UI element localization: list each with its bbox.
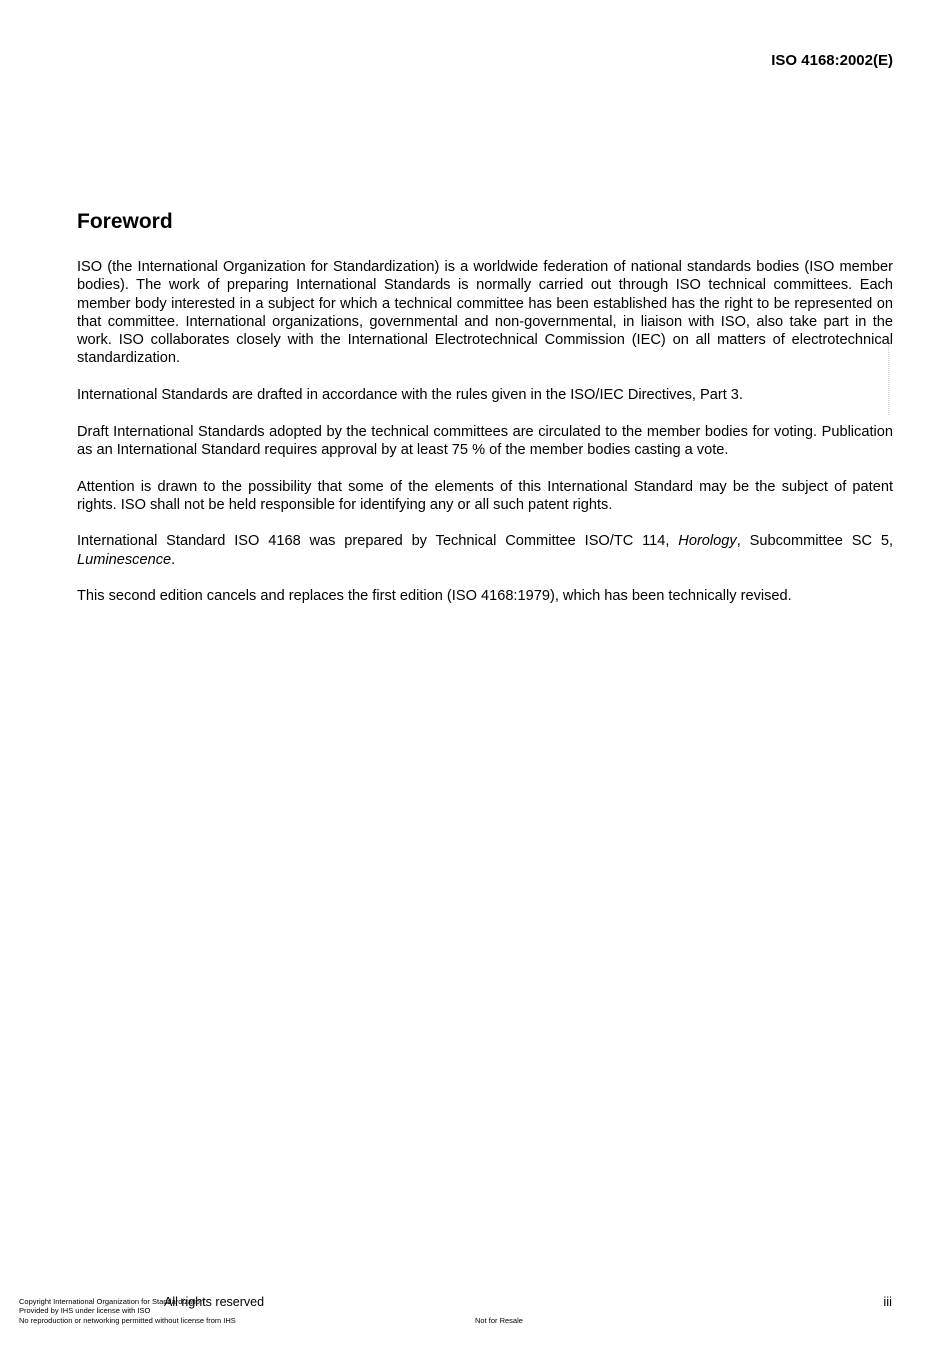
rights-reserved: All rights reserved	[164, 1295, 265, 1309]
copyright-line: Copyright International Organization for Standardization	[19, 1297, 205, 1306]
page-title: Foreword	[77, 210, 173, 233]
document-id: ISO 4168:2002(E)	[771, 52, 893, 69]
paragraph-5-part-2: , Subcommittee SC 5,	[736, 533, 894, 550]
copyright-line: No reproduction or networking permitted without license from IHS	[19, 1315, 236, 1325]
copyright-line: Provided by IHS under license with ISO	[19, 1306, 151, 1316]
paragraph-3: Draft International Standards adopted by the technical committees are circulated to the member bodies for voting. Publication as an International Standard requires approval by at least 75 % of the member bodies casting a vote.	[77, 423, 893, 458]
paragraph-1: ISO (the International Organization for Standardization) is a worldwide federation of national standards bodies (ISO member bodies). The work of preparing International Standards is normally carried out through ISO technical committees. Each member body interested in a subject for which a technical committee has been established has the right to be represented on that committee. International organizations, governmental and non-governmental, in liaison with ISO, also take part in the work. ISO collaborates closely with the International Electrotechnical Commission (IEC) on all matters of electrotechnical standardization.	[77, 259, 893, 367]
foreword-body	[77, 258, 893, 606]
paragraph-6: This second edition cancels and replaces the first edition (ISO 4168:1979), which has been technically revised.	[77, 588, 792, 605]
paragraph-4: Attention is drawn to the possibility that some of the elements of this International Standard may be the subject of patent rights. ISO shall not be held responsible for identifying any or all such patent rights.	[77, 478, 893, 513]
paragraph-2: International Standards are drafted in accordance with the rules given in the ISO/IEC Directives, Part 3.	[77, 387, 743, 404]
paragraph-5	[77, 532, 893, 569]
margin-mark	[888, 345, 892, 415]
committee-name: Horology	[678, 533, 737, 550]
not-for-resale: Not for Resale	[475, 1316, 523, 1325]
paragraph-5-part-3: .	[171, 551, 176, 568]
subcommittee-name: Luminescence	[77, 551, 172, 568]
page-number: iii	[883, 1294, 892, 1309]
paragraph-5-part-1: International Standard ISO 4168 was prepared by Technical Committee ISO/TC 114,	[77, 533, 679, 550]
